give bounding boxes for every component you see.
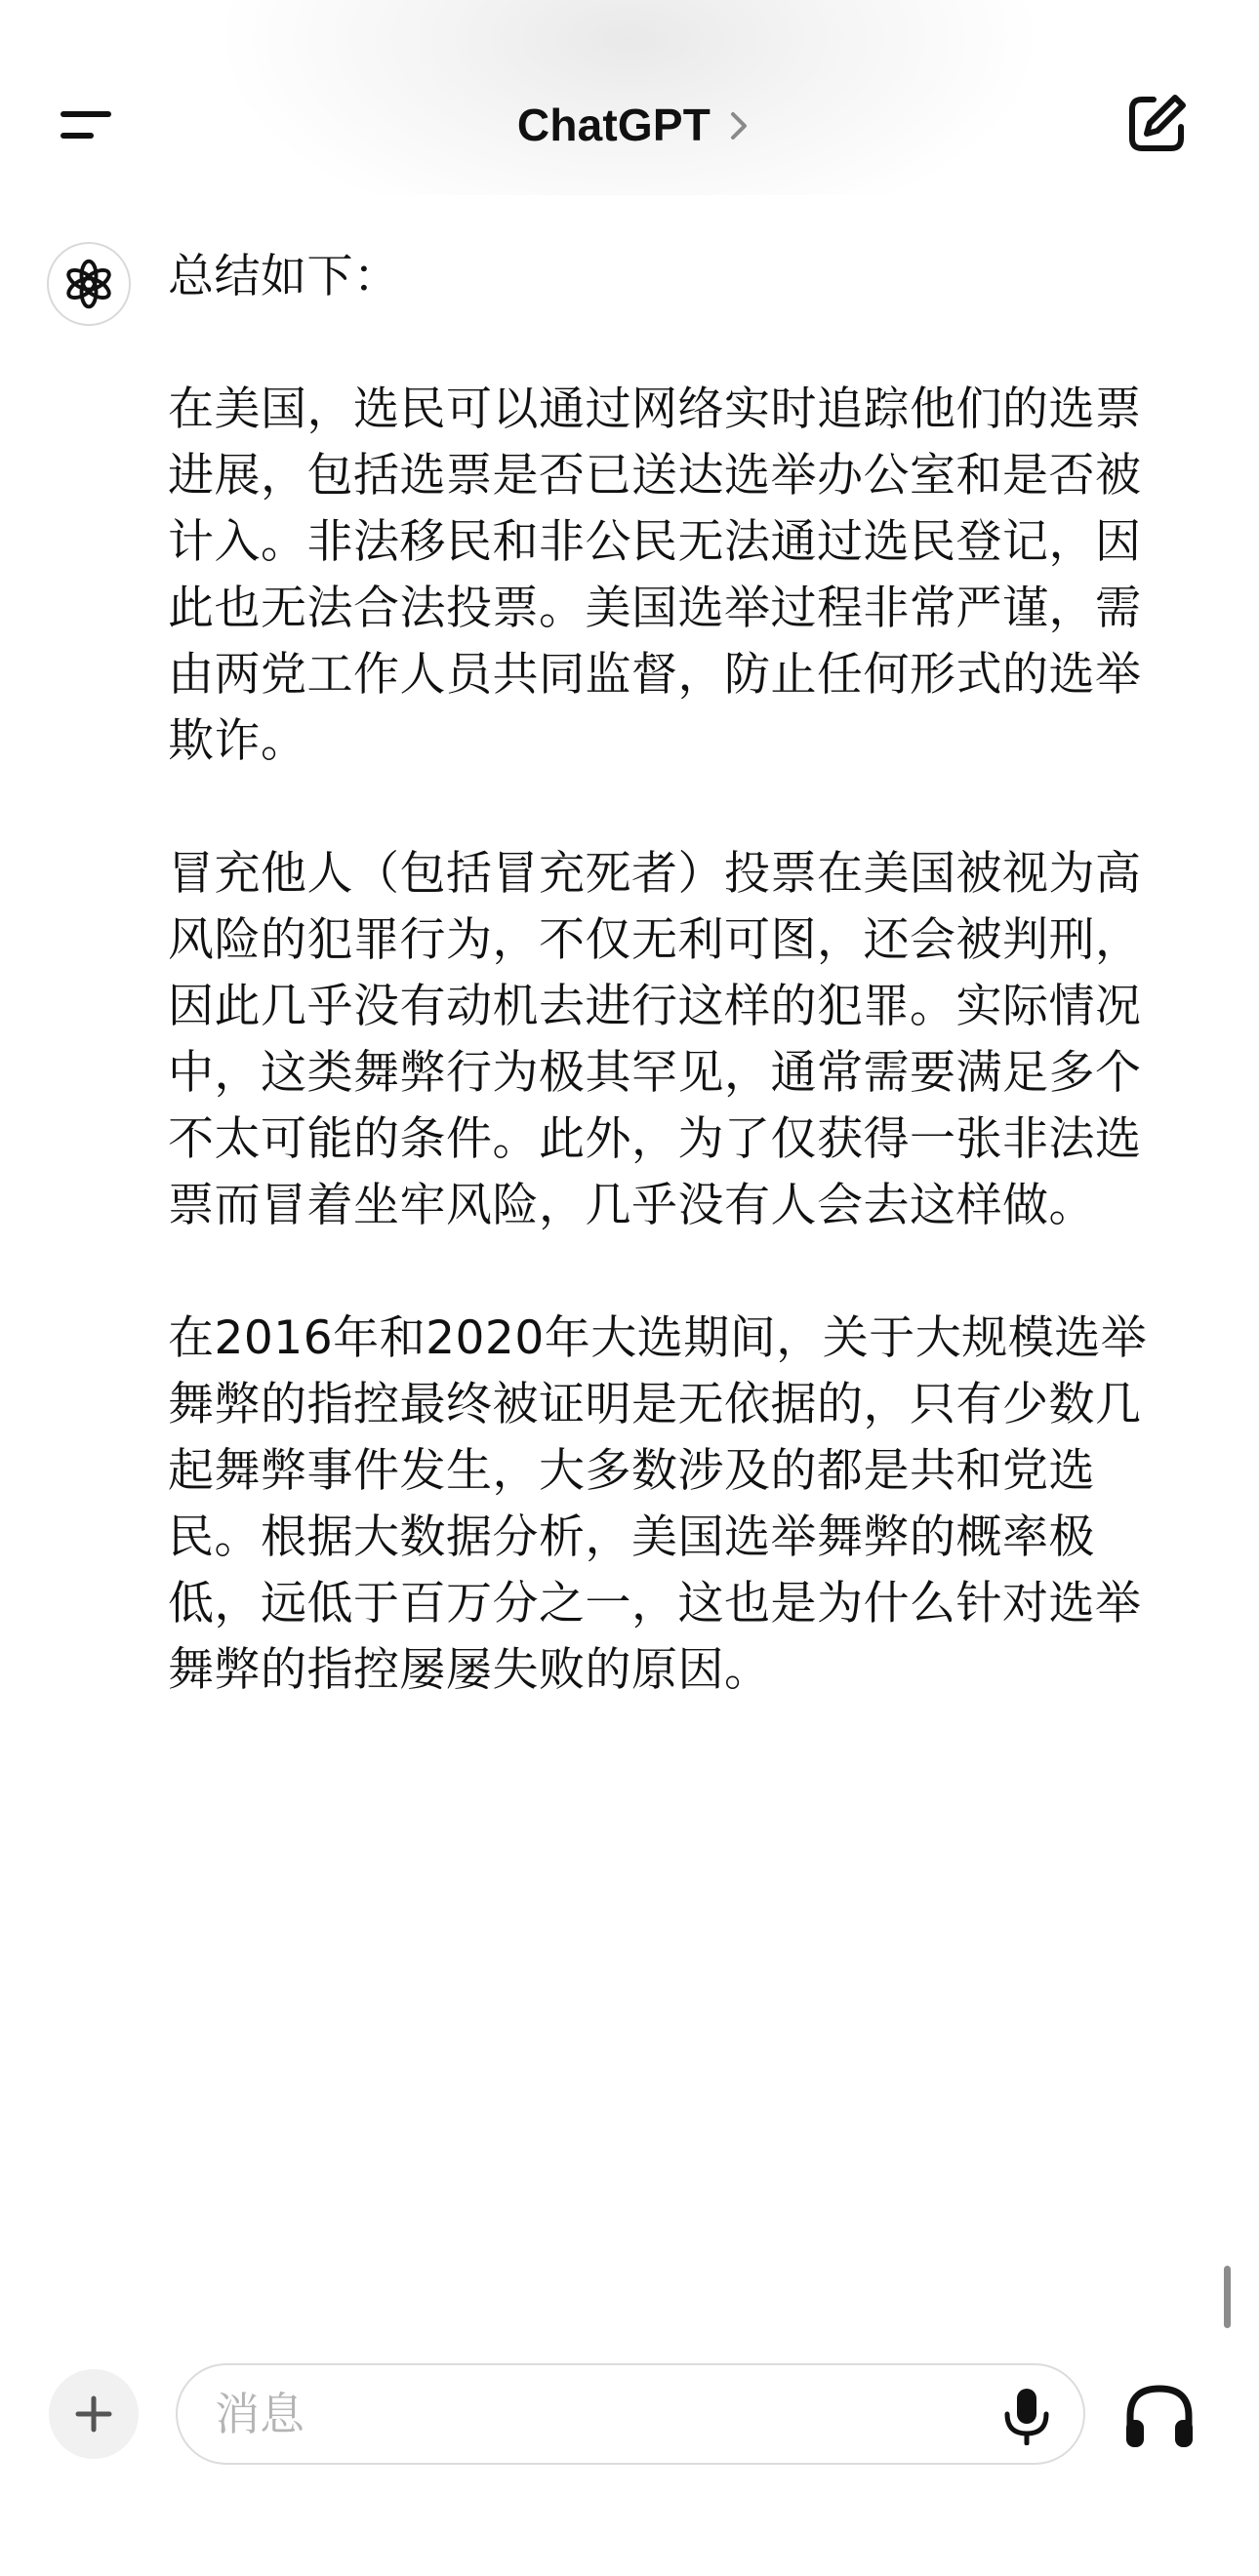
sidebar-menu-button[interactable] (51, 98, 129, 156)
openai-logo-icon (61, 257, 116, 311)
app-title: ChatGPT (516, 100, 711, 150)
message-composer (176, 2363, 1085, 2465)
message-paragraph: 在美国，选民可以通过网络实时追踪他们的选票进展，包括选票是否已送达选举办公室和是否被计入。非法移民和非公民无法通过选民登记，因此也无法合法投票。美国选举过程非常严谨，需由两党工作人员共同监督，防止任何形式的选举欺诈。 (168, 382, 1142, 768)
scrollbar-thumb[interactable] (1224, 2266, 1231, 2328)
top-bar (0, 0, 1259, 195)
microphone-icon[interactable] (999, 2387, 1054, 2445)
plus-icon (72, 2393, 115, 2435)
assistant-avatar (47, 242, 131, 326)
model-selector-button[interactable] (488, 90, 781, 160)
message-paragraph: 在2016年和2020年大选期间，关于大规模选举舞弊的指控最终被证明是无依据的，只有少数几起舞弊事件发生，大多数涉及的都是共和党选民。根据大数据分析，美国选举舞弊的概率极低，远低于百万分之一，这也是为什么针对选举舞弊的指控屡屡失败的原因。 (168, 1311, 1148, 1697)
chevron-right-icon (726, 109, 751, 142)
attach-button[interactable] (49, 2369, 139, 2459)
new-chat-edit-icon[interactable] (1122, 90, 1191, 158)
menu-icon (61, 111, 111, 117)
message-paragraph: 冒充他人（包括冒充死者）投票在美国被视为高风险的犯罪行为，不仅无利可图，还会被判刑，因此几乎没有动机去进行这样的犯罪。实际情况中，这类舞弊行为极其罕见，通常需要满足多个不太可能的条件。此外，为了仅获得一张非法选票而冒着坐牢风险，几乎没有人会去这样做。 (168, 847, 1142, 1232)
assistant-message (168, 244, 1183, 1704)
message-paragraph: 总结如下： (168, 250, 400, 303)
menu-icon-short-bar (61, 133, 94, 139)
message-input[interactable] (215, 2385, 956, 2443)
headphones-icon[interactable] (1120, 2377, 1198, 2455)
